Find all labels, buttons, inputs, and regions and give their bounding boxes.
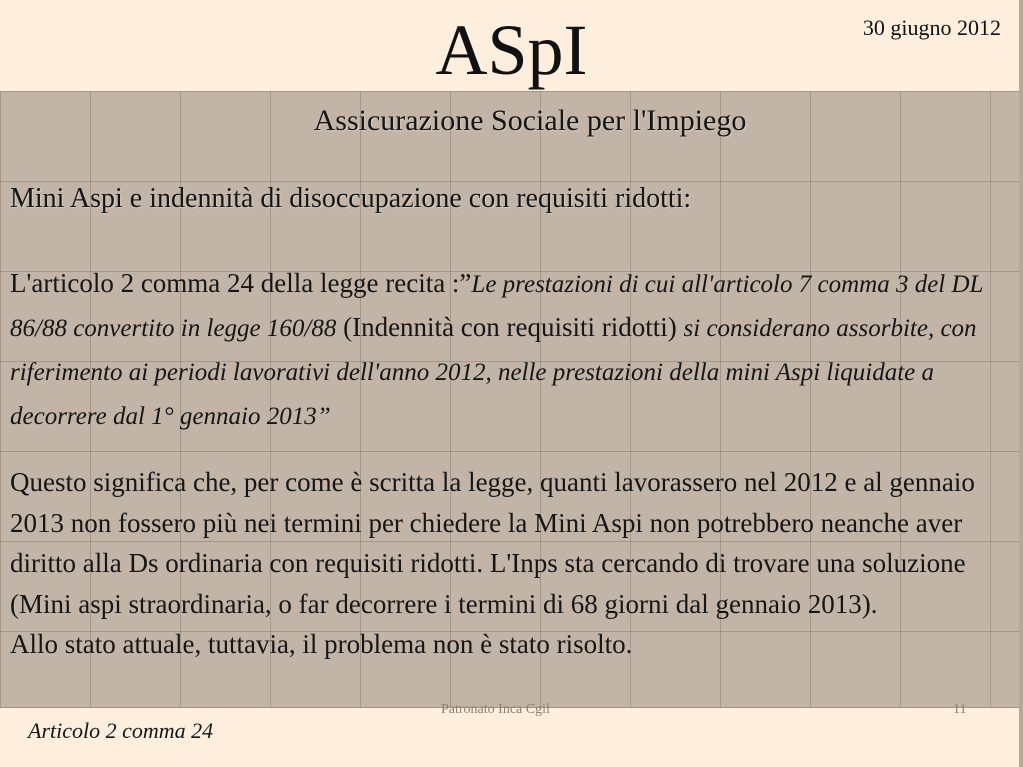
paragraph-explanation [10, 462, 1010, 665]
section-heading: Mini Aspi e indennità di disoccupazione con requisiti ridotti: [10, 183, 692, 214]
paragraph-intro: L'articolo 2 comma 24 della legge recita :” [10, 268, 472, 298]
quote-parenthetical: (Indennità con requisiti ridotti) [336, 312, 684, 342]
quote-part-1: Le prestazioni di cui all'articolo 7 comma 3 del DL 86/88 convertito in legge 160/88 [10, 271, 984, 342]
slide-date: 30 giugno 2012 [862, 15, 1001, 40]
slide-title: ASpI [435, 10, 588, 90]
explanation-text: Questo significa che, per come è scritta la legge, quanti lavorassero nel 2012 e al gennaio 2013 non fossero più nei termini per chiedere la Mini Aspi non potrebbero neanche aver diritto alla Ds ordinaria con requisiti ridotti. L'Inps sta cercando di trovare una soluzione (Mini aspi straordinaria, o far decorrere i termini di 68 giorni dal gennaio 2013). [10, 467, 975, 619]
footer-reference: Articolo 2 comma 24 [28, 718, 214, 743]
slide-subtitle: Assicurazione Sociale per l'Impiego [313, 104, 747, 137]
explanation-last-line: Allo stato attuale, tuttavia, il problema non è stato risolto. [10, 629, 633, 659]
quote-part-2: si considerano assorbite, con riferimento ai periodi lavorativi dell'anno 2012, nelle prestazioni della mini Aspi liquidate a decorrere dal 1° gennaio 2013” [10, 315, 977, 430]
slide-edge-divider [1019, 0, 1023, 767]
paragraph-law-quote [10, 262, 1010, 438]
footer-organization: Patronato Inca Cgil [441, 702, 550, 717]
page-number: 11 [953, 702, 967, 717]
